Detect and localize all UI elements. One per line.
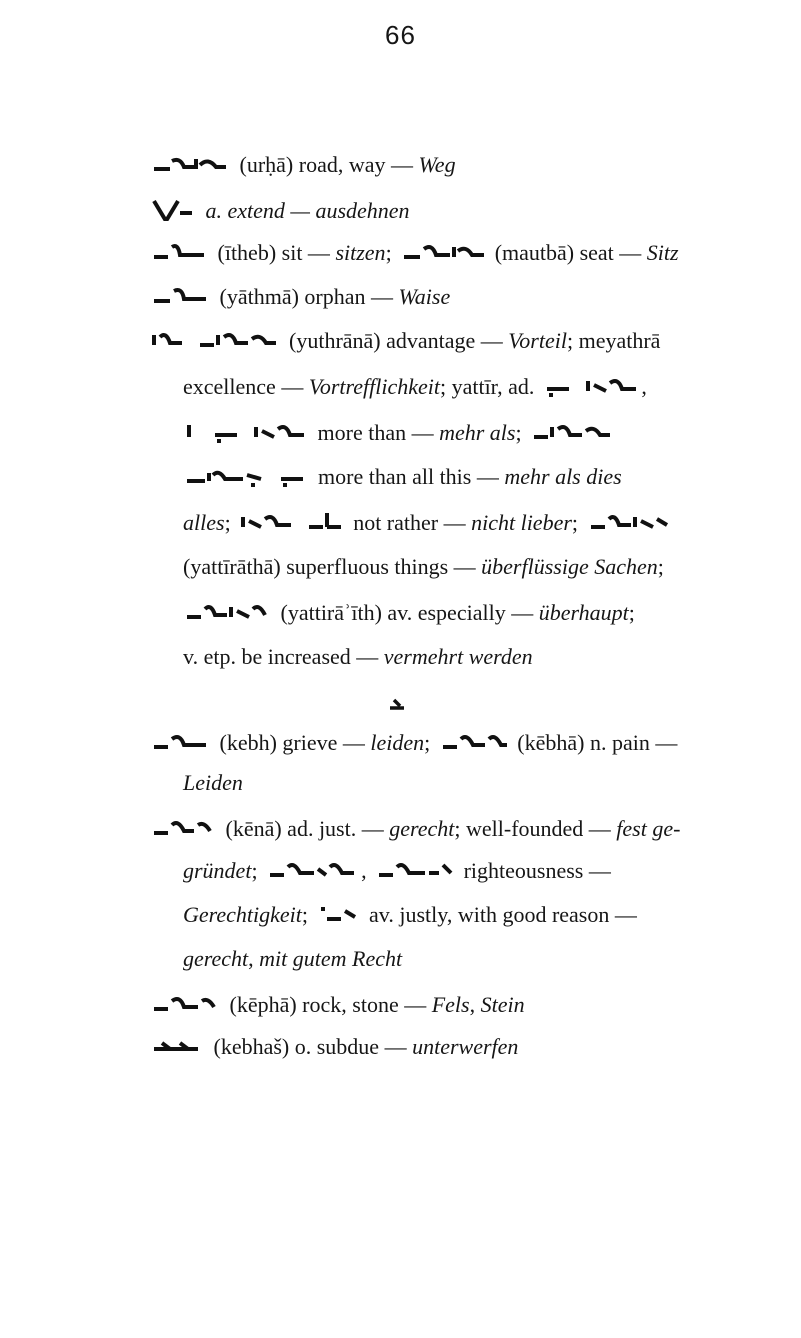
syriac-word-glyph (150, 153, 228, 175)
syriac-word-glyph (439, 731, 509, 753)
syriac-word-glyph (543, 375, 573, 397)
syriac-word-glyph (150, 329, 184, 351)
syriac-word-glyph (317, 903, 361, 925)
syriac-word-glyph (183, 465, 265, 487)
syriac-word-glyph (150, 241, 206, 263)
entry-kebhas: (kebhaš) o. subdue — unterwerfen (150, 1032, 753, 1062)
entry-superfluous: (yattīrāthā) superfluous things — überflüssige Sachen; (183, 554, 664, 579)
syriac-word-glyph (150, 1035, 202, 1057)
syriac-word-glyph (150, 199, 194, 221)
syriac-word-glyph (400, 241, 486, 263)
syriac-word-glyph (587, 511, 669, 533)
entry-extend: a. extend — ausdehnen (150, 196, 753, 226)
entry-not-rather: alles; not rather — nicht lieber; (183, 508, 753, 538)
syriac-word-glyph (375, 859, 455, 881)
syriac-word-glyph (183, 421, 199, 443)
syriac-word-glyph (584, 375, 638, 397)
syriac-word-glyph (530, 421, 612, 443)
syriac-word-glyph (239, 511, 293, 533)
entry-more-than: more than — mehr als; (183, 418, 753, 448)
entry-increased: v. etp. be increased — vermehrt werden (183, 644, 533, 669)
entry-kebh: (kebh) grieve — leiden; (kēbhā) n. pain — (150, 728, 753, 758)
entry-yathma: (yāthmā) orphan — Waise (150, 282, 753, 312)
syriac-word-glyph (305, 511, 345, 533)
entry-leiden: Leiden (183, 770, 243, 795)
syriac-word-glyph (150, 731, 208, 753)
syriac-word-glyph (252, 421, 306, 443)
entry-righteousness: gründet; , righteousness — (183, 858, 611, 883)
entry-mit-gutem-recht: gerecht, mit gutem Recht (183, 946, 403, 971)
syriac-word-glyph (183, 601, 269, 623)
entry-kepha: (kēphā) rock, stone — Fels, Stein (150, 990, 753, 1020)
syriac-word-glyph (277, 465, 307, 487)
page-number: 66 (385, 20, 416, 50)
entry-urha: (urḥā) road, way — Weg (150, 150, 753, 180)
syriac-word-glyph (150, 993, 218, 1015)
syriac-word-glyph (211, 421, 241, 443)
syriac-word-glyph (150, 285, 208, 307)
entry-yuthrana: (yuthrānā) advantage — Vorteil; meyathrā (150, 326, 753, 356)
syriac-word-glyph (150, 817, 214, 839)
entry-justly: Gerechtigkeit; av. justly, with good reason — (183, 902, 637, 927)
entry-especially: (yattirāʾīth) av. especially — überhaupt; (183, 598, 753, 628)
syriac-word-glyph (196, 329, 278, 351)
syriac-word-glyph (266, 859, 358, 881)
entry-more-than-all: more than all this — mehr als dies (183, 462, 753, 492)
entry-excellence: excellence — Vortrefflichkeit; yattīr, ad. , (183, 374, 647, 399)
entry-ithebh: (ītheb) sit — sitzen; (mautbā) seat — Sitz (150, 238, 753, 268)
section-letter-glyph (388, 696, 406, 712)
entry-kena: (kēnā) ad. just. — gerecht; well-founded — fest ge- (150, 814, 753, 844)
